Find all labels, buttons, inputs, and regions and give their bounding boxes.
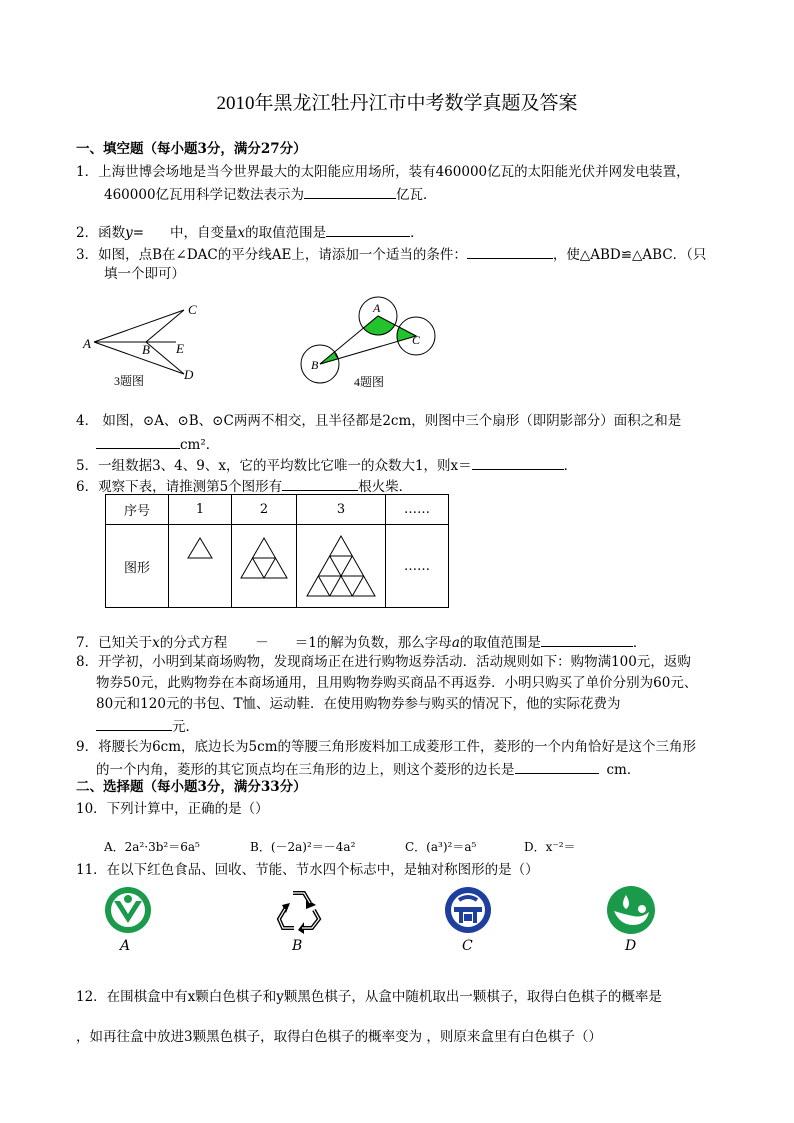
section-heading-multiple-choice: 二、选择题（每小题3分，满分33分） [76,779,307,795]
question-6: 6．观察下表，请推测第5个图形有 根火柴． [76,476,412,496]
fig4-caption: 4题图 [354,375,385,389]
water-saving-logo-icon [606,885,656,935]
question-10-option-C: C．(a³)²＝a⁵ [405,840,477,854]
question-4-line2: cm²． [96,434,219,454]
question-2: 2．函数y= 中，自变量x的取值范围是 ． [76,222,424,242]
question-4-line1: 4． 如图，⊙A、⊙B、⊙C两两不相交，且半径都是2cm，则图中三个扇形（即阴影部分）面积之和是 [76,413,682,429]
table-header-3: 3 [297,495,386,525]
answer-blank [515,759,599,774]
question-5: 5．一组数据3、4、9、x，它的平均数比它唯一的众数大1，则x＝ ． [76,455,577,475]
logo-label-A: A [120,938,131,954]
fig4-label-C: C [412,333,421,347]
question-10-option-B: B．(－2a)²＝－4a² [250,840,356,854]
table-figure-2 [232,525,297,608]
fig4-label-A: A [373,301,381,315]
answer-blank [326,222,410,237]
fig3-label-D: D [184,367,194,382]
table-figure-3 [297,525,386,608]
question-7: 7．已知关于x的分式方程 － ＝1的解为负数，那么字母a的取值范围是 ． [76,632,646,652]
question-8-line2: 物券50元，此购物券在本商场通用，且用购物券购买商品不再返券．小明只购买了单价分别为60元、 [96,675,698,691]
question-11-stem: 11．在以下红色食品、回收、节能、节水四个标志中，是轴对称图形的是（） [76,862,539,878]
table-figure-1 [169,525,232,608]
table-header-4: …… [386,495,449,525]
matchstick-table [105,494,449,608]
energy-saving-logo-icon [443,885,493,935]
table-header-1: 1 [169,495,232,525]
question-3-line1: 3．如图，点B在∠DAC的平分线AE上，请添加一个适当的条件： ，使△ABD≌△ABC．（只 [76,244,706,264]
answer-blank [282,476,358,491]
answer-blank [467,244,553,259]
question-3-line2: 填一个即可） [104,266,185,282]
question-10-option-A: A．2a²·3b²＝6a⁵ [104,840,200,854]
question-10-stem: 10．下列计算中，正确的是（） [76,801,269,817]
fig3-label-B: B [142,342,150,357]
logo-label-B: B [292,938,303,954]
fig3-label-E: E [176,341,184,356]
fig3-label-C: C [188,302,197,317]
question-1-line1: 1．上海世博会场地是当今世界最大的太阳能应用场所，装有460000亿瓦的太阳能光伏并网发电装置， [76,164,690,180]
question-8-line4: 元． [96,716,199,736]
question-1-line2: 460000亿瓦用科学记数法表示为 亿瓦． [104,184,437,204]
fig3-caption: 3题图 [114,374,145,388]
question-12-line1: 12．在围棋盒中有x颗白色棋子和y颗黑色棋子，从盒中随机取出一颗棋子，取得白色棋子的概率是 [76,989,662,1005]
fig4-label-B: B [311,358,319,372]
table-header-index: 序号 [106,495,169,525]
fig3-label-A: A [83,336,91,351]
page-title: 2010年黑龙江牡丹江市中考数学真题及答案 [216,93,578,114]
answer-blank [96,716,172,731]
question-8-line3: 80元和120元的书包、T恤、运动鞋．在使用购物券参与购买的情况下，他的实际花费为 [96,696,621,712]
question-8-line1: 8．开学初，小明到某商场购物，发现商场正在进行购物返券活动．活动规则如下：购物满100元，返购 [76,654,691,670]
table-figure-4: …… [386,525,449,608]
question-12-line2: ，如再往盒中放进3颗黑色棋子，取得白色棋子的概率变为 ，则原来盒里有白色棋子（） [76,1029,602,1045]
table-header-2: 2 [232,495,297,525]
figure-3 [80,296,220,392]
answer-blank [541,632,633,647]
logo-label-D: D [625,938,637,954]
answer-blank [96,434,180,449]
green-food-logo-icon [103,885,153,935]
question-10-option-D: D．x⁻²＝ [524,840,576,854]
table-row-label: 图形 [106,525,169,608]
logo-label-C: C [462,938,473,954]
figure-4 [296,290,444,394]
recycle-logo-icon [274,884,324,934]
section-heading-fill-in: 一、填空题（每小题3分，满分27分） [76,141,307,157]
question-9-line2: 的一个内角，菱形的其它顶点均在三角形的边上，则这个菱形的边长是 cm． [96,759,640,779]
question-9-line1: 9．将腰长为6cm，底边长为5cm的等腰三角形废料加工成菱形工件，菱形的一个内角恰好是这个三角形 [76,739,696,755]
answer-blank [304,184,396,199]
answer-blank [472,455,564,470]
